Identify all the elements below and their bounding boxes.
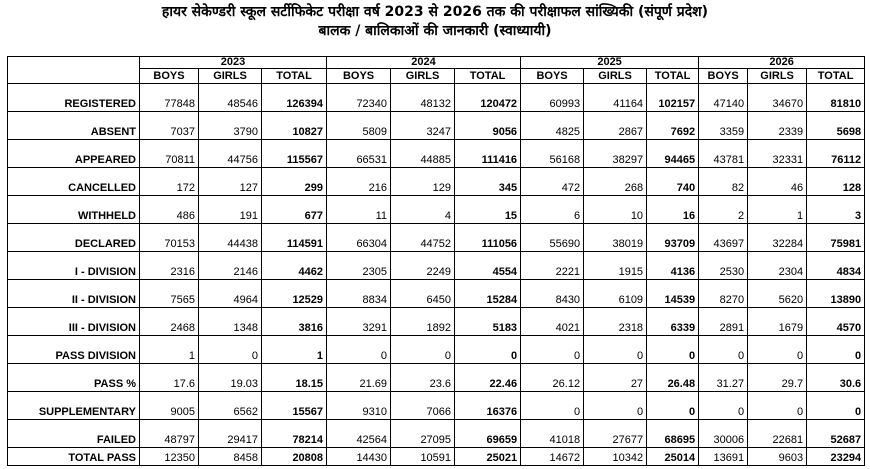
- row-label: REGISTERED: [8, 84, 140, 112]
- total-cell: 76112: [807, 140, 865, 168]
- total-cell: 115567: [262, 140, 327, 168]
- boys-cell: 2316: [140, 252, 199, 280]
- girls-cell: 46: [748, 168, 807, 196]
- row-label: APPEARED: [8, 140, 140, 168]
- boys-cell: 70811: [140, 140, 199, 168]
- total-cell: 114591: [262, 224, 327, 252]
- row-label: II - DIVISION: [8, 280, 140, 308]
- boys-cell: 30006: [699, 420, 748, 448]
- girls-cell: 3247: [391, 112, 455, 140]
- boys-cell: 21.69: [327, 364, 391, 392]
- boys-cell: 14672: [521, 448, 584, 466]
- boys-cell: 3359: [699, 112, 748, 140]
- girls-cell: 2146: [199, 252, 262, 280]
- boys-cell: 172: [140, 168, 199, 196]
- total-cell: 7692: [647, 112, 699, 140]
- total-cell: 15284: [455, 280, 521, 308]
- table-body: [8, 84, 865, 466]
- girls-cell: 2249: [391, 252, 455, 280]
- boys-cell: 60993: [521, 84, 584, 112]
- boys-cell: 17.6: [140, 364, 199, 392]
- col-total: TOTAL: [807, 69, 865, 84]
- row-label: ABSENT: [8, 112, 140, 140]
- total-cell: 68695: [647, 420, 699, 448]
- girls-cell: 27677: [584, 420, 647, 448]
- table-row: [8, 140, 865, 168]
- row-label: SUPPLEMENTARY: [8, 392, 140, 420]
- boys-cell: 7037: [140, 112, 199, 140]
- total-cell: 345: [455, 168, 521, 196]
- boys-cell: 7565: [140, 280, 199, 308]
- boys-cell: 0: [699, 336, 748, 364]
- total-cell: 1: [262, 336, 327, 364]
- total-cell: 5698: [807, 112, 865, 140]
- girls-cell: 22681: [748, 420, 807, 448]
- total-cell: 0: [647, 392, 699, 420]
- girls-cell: 48132: [391, 84, 455, 112]
- boys-cell: 41018: [521, 420, 584, 448]
- col-girls: GIRLS: [748, 69, 807, 84]
- table-row: [8, 84, 865, 112]
- total-cell: 22.46: [455, 364, 521, 392]
- girls-cell: 44885: [391, 140, 455, 168]
- table-row: [8, 252, 865, 280]
- girls-cell: 10591: [391, 448, 455, 466]
- girls-cell: 0: [748, 392, 807, 420]
- boys-cell: 8834: [327, 280, 391, 308]
- total-cell: 25014: [647, 448, 699, 466]
- boys-cell: 0: [521, 392, 584, 420]
- boys-cell: 6: [521, 196, 584, 224]
- girls-cell: 32331: [748, 140, 807, 168]
- boys-cell: 2891: [699, 308, 748, 336]
- girls-cell: 2339: [748, 112, 807, 140]
- boys-cell: 72340: [327, 84, 391, 112]
- boys-cell: 77848: [140, 84, 199, 112]
- total-cell: 20808: [262, 448, 327, 466]
- girls-cell: 5620: [748, 280, 807, 308]
- girls-cell: 6562: [199, 392, 262, 420]
- total-cell: 13890: [807, 280, 865, 308]
- boys-cell: 4021: [521, 308, 584, 336]
- boys-cell: 31.27: [699, 364, 748, 392]
- total-cell: 26.48: [647, 364, 699, 392]
- table-row: [8, 392, 865, 420]
- boys-cell: 48797: [140, 420, 199, 448]
- total-cell: 14539: [647, 280, 699, 308]
- total-cell: 299: [262, 168, 327, 196]
- row-label: FAILED: [8, 420, 140, 448]
- total-cell: 0: [807, 392, 865, 420]
- girls-cell: 1: [748, 196, 807, 224]
- total-cell: 0: [647, 336, 699, 364]
- girls-cell: 2318: [584, 308, 647, 336]
- total-cell: 81810: [807, 84, 865, 112]
- girls-cell: 8458: [199, 448, 262, 466]
- girls-cell: 0: [199, 336, 262, 364]
- boys-cell: 2468: [140, 308, 199, 336]
- girls-cell: 3790: [199, 112, 262, 140]
- total-cell: 94465: [647, 140, 699, 168]
- boys-cell: 82: [699, 168, 748, 196]
- boys-cell: 13691: [699, 448, 748, 466]
- total-cell: 4834: [807, 252, 865, 280]
- total-cell: 16: [647, 196, 699, 224]
- girls-cell: 44438: [199, 224, 262, 252]
- results-table: [7, 56, 865, 466]
- report-subtitle: बालक / बालिकाओं की जानकारी (स्वाध्यायी): [318, 23, 552, 39]
- col-boys: BOYS: [327, 69, 391, 84]
- girls-cell: 29.7: [748, 364, 807, 392]
- girls-cell: 127: [199, 168, 262, 196]
- table-row: [8, 336, 865, 364]
- girls-cell: 41164: [584, 84, 647, 112]
- year-header: 2026: [699, 57, 865, 69]
- girls-cell: 38019: [584, 224, 647, 252]
- boys-cell: 11: [327, 196, 391, 224]
- year-header: 2025: [521, 57, 699, 69]
- report-header: [0, 0, 870, 41]
- report-title: हायर सेकेण्डरी स्कूल सर्टीफिकेट परीक्षा वर्ष 2023 से 2026 तक की परीक्षाफल सांख्यिकी (संपूर्ण प्रदेश): [161, 4, 709, 20]
- boys-cell: 216: [327, 168, 391, 196]
- girls-cell: 23.6: [391, 364, 455, 392]
- girls-cell: 44756: [199, 140, 262, 168]
- total-cell: 15567: [262, 392, 327, 420]
- boys-cell: 1: [140, 336, 199, 364]
- girls-cell: 129: [391, 168, 455, 196]
- girls-cell: 268: [584, 168, 647, 196]
- total-cell: 93709: [647, 224, 699, 252]
- col-boys: BOYS: [140, 69, 199, 84]
- girls-cell: 9603: [748, 448, 807, 466]
- girls-cell: 0: [391, 336, 455, 364]
- col-girls: GIRLS: [584, 69, 647, 84]
- total-cell: 126394: [262, 84, 327, 112]
- total-cell: 30.6: [807, 364, 865, 392]
- total-cell: 3816: [262, 308, 327, 336]
- col-total: TOTAL: [455, 69, 521, 84]
- boys-cell: 55690: [521, 224, 584, 252]
- boys-cell: 2530: [699, 252, 748, 280]
- total-cell: 3: [807, 196, 865, 224]
- girls-cell: 29417: [199, 420, 262, 448]
- row-label: WITHHELD: [8, 196, 140, 224]
- girls-cell: 7066: [391, 392, 455, 420]
- total-cell: 75981: [807, 224, 865, 252]
- girls-cell: 19.03: [199, 364, 262, 392]
- girls-cell: 48546: [199, 84, 262, 112]
- col-boys: BOYS: [699, 69, 748, 84]
- girls-cell: 34670: [748, 84, 807, 112]
- table-row: [8, 448, 865, 466]
- table-row: [8, 112, 865, 140]
- table-row: [8, 280, 865, 308]
- boys-cell: 70153: [140, 224, 199, 252]
- table-row: [8, 364, 865, 392]
- table-row: [8, 420, 865, 448]
- boys-cell: 26.12: [521, 364, 584, 392]
- total-cell: 12529: [262, 280, 327, 308]
- boys-cell: 8270: [699, 280, 748, 308]
- boys-cell: 4825: [521, 112, 584, 140]
- girls-cell: 1892: [391, 308, 455, 336]
- total-cell: 128: [807, 168, 865, 196]
- total-cell: 111056: [455, 224, 521, 252]
- girls-cell: 0: [584, 336, 647, 364]
- total-cell: 102157: [647, 84, 699, 112]
- boys-cell: 14430: [327, 448, 391, 466]
- total-cell: 16376: [455, 392, 521, 420]
- boys-cell: 9310: [327, 392, 391, 420]
- total-cell: 52687: [807, 420, 865, 448]
- total-cell: 120472: [455, 84, 521, 112]
- row-label: PASS %: [8, 364, 140, 392]
- boys-cell: 2221: [521, 252, 584, 280]
- girls-cell: 0: [748, 336, 807, 364]
- total-cell: 0: [807, 336, 865, 364]
- boys-cell: 8430: [521, 280, 584, 308]
- boys-cell: 486: [140, 196, 199, 224]
- girls-cell: 27: [584, 364, 647, 392]
- boys-cell: 66304: [327, 224, 391, 252]
- girls-cell: 2304: [748, 252, 807, 280]
- boys-cell: 2305: [327, 252, 391, 280]
- total-cell: 4462: [262, 252, 327, 280]
- corner-cell: [8, 57, 140, 84]
- col-girls: GIRLS: [199, 69, 262, 84]
- row-label: DECLARED: [8, 224, 140, 252]
- table-row: [8, 308, 865, 336]
- row-label: I - DIVISION: [8, 252, 140, 280]
- total-cell: 4554: [455, 252, 521, 280]
- girls-cell: 4: [391, 196, 455, 224]
- total-cell: 25021: [455, 448, 521, 466]
- year-header-row: [8, 57, 865, 69]
- total-cell: 5183: [455, 308, 521, 336]
- row-label: CANCELLED: [8, 168, 140, 196]
- row-label: TOTAL PASS: [8, 448, 140, 466]
- col-boys: BOYS: [521, 69, 584, 84]
- year-header: 2024: [327, 57, 521, 69]
- boys-cell: 42564: [327, 420, 391, 448]
- col-total: TOTAL: [647, 69, 699, 84]
- total-cell: 4136: [647, 252, 699, 280]
- total-cell: 9056: [455, 112, 521, 140]
- year-header: 2023: [140, 57, 327, 69]
- girls-cell: 44752: [391, 224, 455, 252]
- girls-cell: 1679: [748, 308, 807, 336]
- total-cell: 6339: [647, 308, 699, 336]
- col-total: TOTAL: [262, 69, 327, 84]
- col-girls: GIRLS: [391, 69, 455, 84]
- total-cell: 23294: [807, 448, 865, 466]
- total-cell: 78214: [262, 420, 327, 448]
- girls-cell: 6450: [391, 280, 455, 308]
- boys-cell: 9005: [140, 392, 199, 420]
- girls-cell: 191: [199, 196, 262, 224]
- girls-cell: 10: [584, 196, 647, 224]
- total-cell: 111416: [455, 140, 521, 168]
- girls-cell: 10342: [584, 448, 647, 466]
- table-row: [8, 168, 865, 196]
- girls-cell: 6109: [584, 280, 647, 308]
- girls-cell: 1915: [584, 252, 647, 280]
- boys-cell: 12350: [140, 448, 199, 466]
- row-label: PASS DIVISION: [8, 336, 140, 364]
- boys-cell: 0: [699, 392, 748, 420]
- girls-cell: 2867: [584, 112, 647, 140]
- boys-cell: 0: [327, 336, 391, 364]
- table-row: [8, 224, 865, 252]
- girls-cell: 32284: [748, 224, 807, 252]
- boys-cell: 43697: [699, 224, 748, 252]
- table-row: [8, 196, 865, 224]
- girls-cell: 4964: [199, 280, 262, 308]
- girls-cell: 0: [584, 392, 647, 420]
- girls-cell: 27095: [391, 420, 455, 448]
- boys-cell: 472: [521, 168, 584, 196]
- total-cell: 10827: [262, 112, 327, 140]
- boys-cell: 0: [521, 336, 584, 364]
- girls-cell: 38297: [584, 140, 647, 168]
- boys-cell: 56168: [521, 140, 584, 168]
- boys-cell: 2: [699, 196, 748, 224]
- boys-cell: 5809: [327, 112, 391, 140]
- boys-cell: 43781: [699, 140, 748, 168]
- total-cell: 740: [647, 168, 699, 196]
- girls-cell: 1348: [199, 308, 262, 336]
- boys-cell: 66531: [327, 140, 391, 168]
- boys-cell: 47140: [699, 84, 748, 112]
- total-cell: 4570: [807, 308, 865, 336]
- total-cell: 18.15: [262, 364, 327, 392]
- row-label: III - DIVISION: [8, 308, 140, 336]
- total-cell: 677: [262, 196, 327, 224]
- total-cell: 15: [455, 196, 521, 224]
- total-cell: 69659: [455, 420, 521, 448]
- boys-cell: 3291: [327, 308, 391, 336]
- total-cell: 0: [455, 336, 521, 364]
